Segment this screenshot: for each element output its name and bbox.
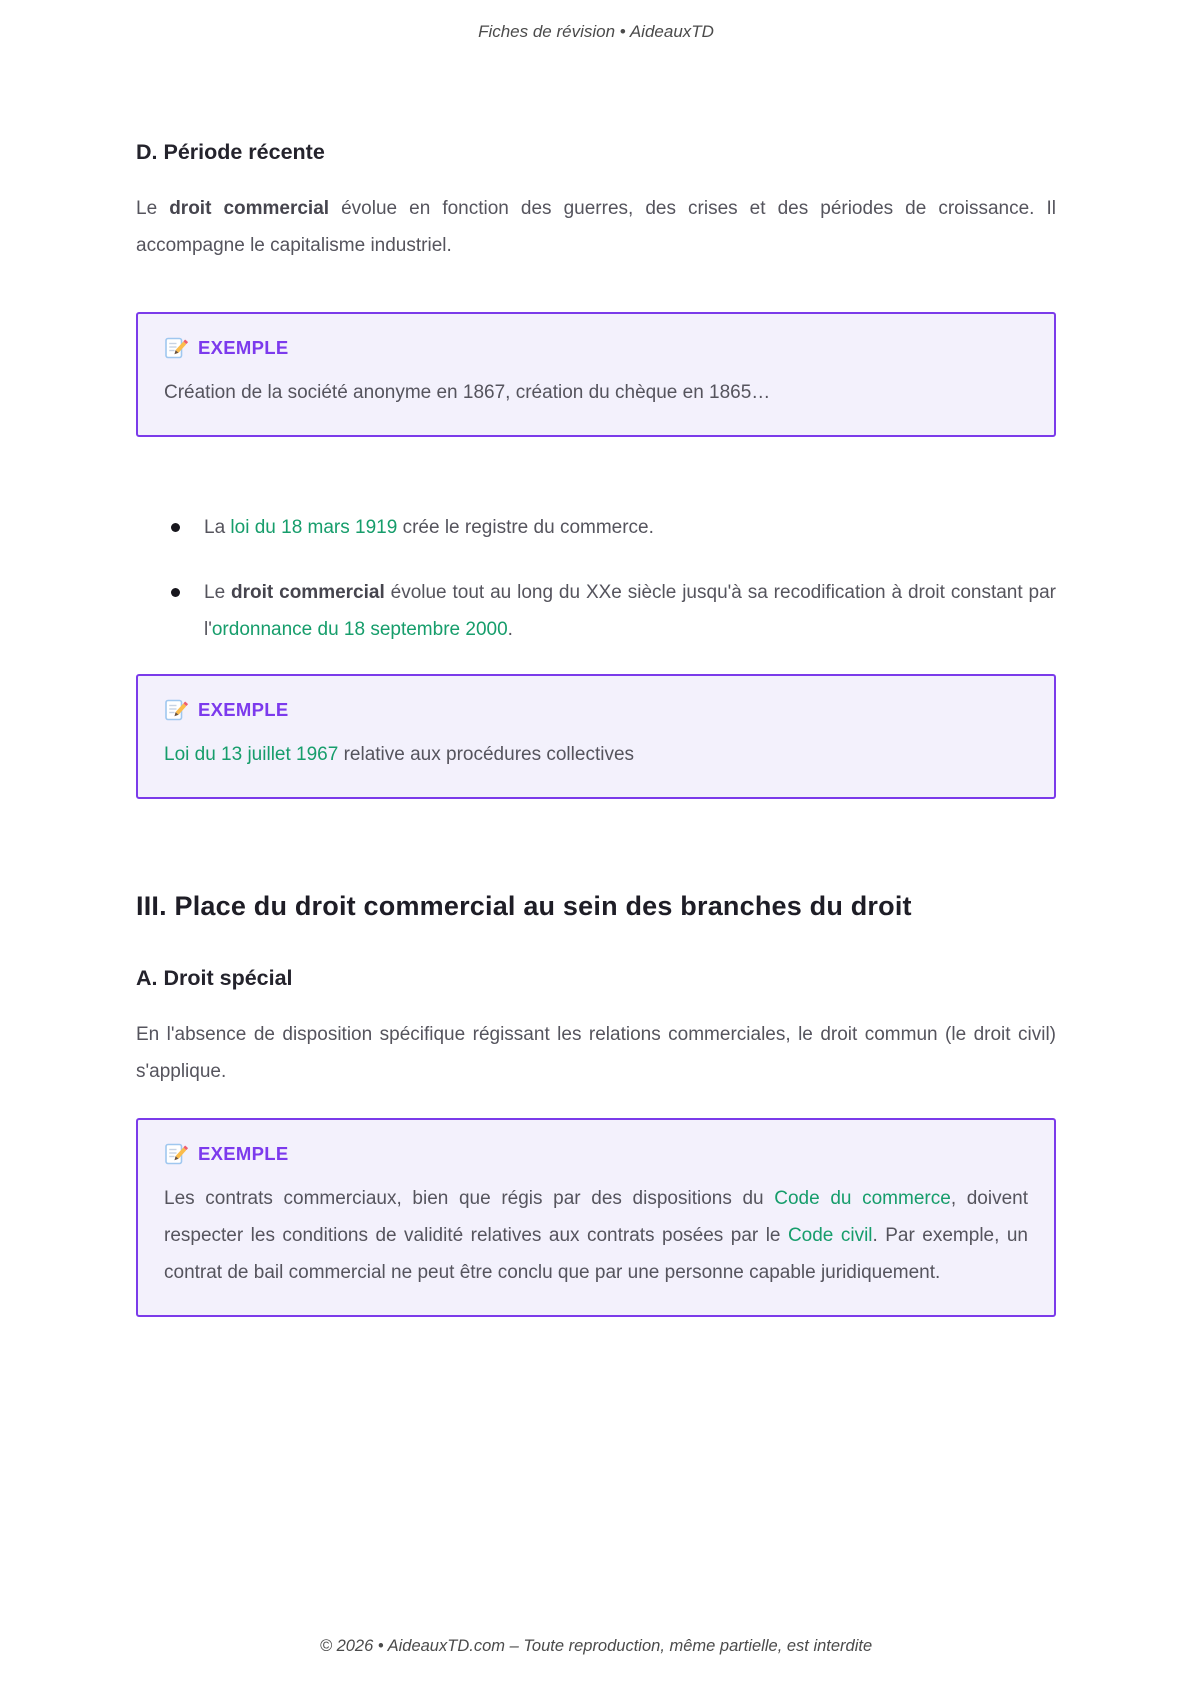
bullet-dot <box>171 523 180 532</box>
text-segment: évolue en fonction des guerres, des crises et des périodes de croissance. Il accompagne le capitalisme industriel. <box>136 198 1056 256</box>
memo-pencil-icon <box>164 336 188 360</box>
bullet-dot <box>171 588 180 597</box>
text-segment: relative aux procédures collectives <box>338 744 635 765</box>
example-label: EXEMPLE <box>198 337 289 358</box>
text-segment: La <box>204 517 231 538</box>
example-label: EXEMPLE <box>198 699 289 720</box>
example-3-text <box>164 1180 1028 1291</box>
text-segment: Le <box>136 198 170 219</box>
example-label: EXEMPLE <box>198 1143 289 1164</box>
link-code-du-commerce[interactable]: Code du commerce <box>774 1188 951 1209</box>
example-1-text: Création de la société anonyme en 1867, création du chèque en 1865… <box>164 382 771 403</box>
example-header <box>164 1142 1028 1166</box>
bullet-2-text <box>204 574 1056 648</box>
page-header: Fiches de révision • AideauxTD <box>478 22 714 41</box>
heading-place-droit-commercial: III. Place du droit commercial au sein des branches du droit <box>136 891 912 921</box>
link-loi-13-juillet-1967[interactable]: Loi du 13 juillet 1967 <box>164 744 339 765</box>
text-segment: . <box>507 619 513 640</box>
example-header <box>164 336 1028 360</box>
link-loi-18-mars-1919[interactable]: loi du 18 mars 1919 <box>230 517 398 538</box>
bold-droit-commercial: droit commercial <box>169 198 330 219</box>
text-segment: , doivent respecter les conditions de validité relatives aux contrats posées par le <box>164 1188 1029 1246</box>
paragraph-periode-recente <box>136 190 1056 264</box>
text-segment: Les contrats commerciaux, bien que régis par des dispositions du <box>164 1188 775 1209</box>
text-segment: crée le registre du commerce. <box>397 517 654 538</box>
page-content <box>136 0 1056 1317</box>
example-2-text <box>164 736 1028 773</box>
example-header <box>164 698 1028 722</box>
bullet-1-text <box>204 509 1056 546</box>
example-box-2 <box>136 674 1056 799</box>
example-box-1 <box>136 312 1056 437</box>
list-item <box>136 574 1056 648</box>
heading-droit-special: A. Droit spécial <box>136 966 293 990</box>
example-box-3 <box>136 1118 1056 1317</box>
bullet-list <box>136 509 1056 648</box>
text-segment: Le <box>204 582 232 603</box>
bold-droit-commercial: droit commercial <box>231 582 385 603</box>
list-item <box>136 509 1056 546</box>
link-code-civil[interactable]: Code civil <box>787 1225 873 1246</box>
text-segment: évolue tout au long du XXe siècle jusqu'à sa recodification à droit constant par l' <box>204 582 1056 640</box>
paragraph-droit-special: En l'absence de disposition spécifique régissant les relations commerciales, le droit commun (le droit civil) s'applique. <box>136 1024 1056 1082</box>
link-ordonnance-18-septembre-2000[interactable]: ordonnance du 18 septembre 2000 <box>211 619 508 640</box>
memo-pencil-icon <box>164 698 188 722</box>
text-segment: . Par exemple, un contrat de bail commercial ne peut être conclu que par une personne capable juridiquement. <box>164 1225 1028 1283</box>
page-footer: © 2026 • AideauxTD.com – Toute reproduction, même partielle, est interdite <box>319 1637 873 1655</box>
heading-periode-recente: D. Période récente <box>136 140 325 164</box>
memo-pencil-icon <box>164 1142 188 1166</box>
